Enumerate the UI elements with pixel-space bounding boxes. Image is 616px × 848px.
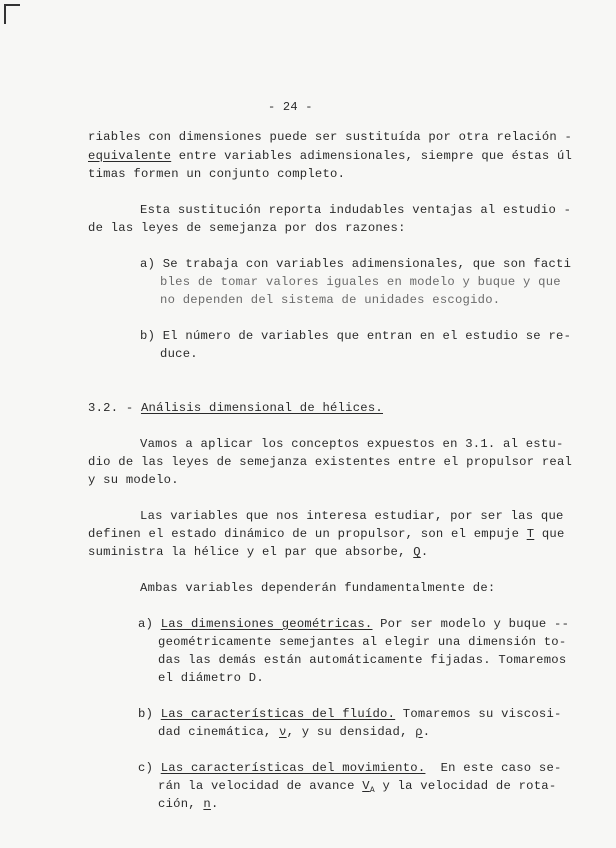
paragraph-line: Las variables que nos interesa estudiar, por ser las que: [140, 509, 564, 523]
paragraph-line: Ambas variables dependerán fundamentalmente de:: [140, 581, 496, 595]
list-item-line: dad cinemática, ν, y su densidad, ρ.: [158, 725, 431, 739]
paragraph-line: Vamos a aplicar los conceptos expuestos en 3.1. al estu-: [140, 437, 564, 451]
list-item-line: bles de tomar valores iguales en modelo y buque y que: [160, 275, 561, 289]
variable-symbol: Q: [413, 545, 421, 559]
list-item-title: Las dimensiones geométricas.: [160, 617, 373, 631]
list-item-title: Las características del fluído.: [160, 707, 396, 721]
variable-symbol: $V_A$: [362, 779, 375, 795]
list-item-line: c) Las características del movimiento. En este caso se-: [138, 761, 562, 775]
variable-symbol: n: [203, 797, 211, 811]
list-item-line: a) Las dimensiones geométricas. Por ser modelo y buque --: [138, 617, 570, 631]
underlined-term: equivalente: [88, 149, 172, 163]
list-item-title: Las características del movimiento.: [160, 761, 426, 775]
list-item-line: a) Se trabaja con variables adimensionales, que son facti: [140, 257, 572, 271]
page-corner-mark: [4, 4, 20, 24]
paragraph-line: riables con dimensiones puede ser sustituída por otra relación -: [88, 130, 573, 144]
section-title: Análisis dimensional de hélices.: [140, 401, 383, 415]
list-item-line: ción, n.: [158, 797, 219, 811]
paragraph-line: y su modelo.: [88, 473, 179, 487]
paragraph-line: Esta sustitución reporta indudables ventajas al estudio -: [140, 203, 572, 217]
paragraph-line: timas formen un conjunto completo.: [88, 167, 346, 181]
list-item-line: el diámetro D.: [158, 671, 264, 685]
paragraph-line: suministra la hélice y el par que absorbe, Q.: [88, 545, 429, 559]
paragraph-line: equivalente entre variables adimensionales, siempre que éstas úl: [88, 149, 573, 163]
list-item-line: rán la velocidad de avance $V_A$ y la velocidad de rota-: [158, 779, 557, 795]
paragraph-line: definen el estado dinámico de un propulsor, son el empuje T que: [88, 527, 565, 541]
paragraph-line: de las leyes de semejanza por dos razones:: [88, 221, 406, 235]
list-item-line: duce.: [160, 347, 198, 361]
list-item-line: b) El número de variables que entran en el estudio se re-: [140, 329, 572, 343]
variable-symbol: ν: [279, 725, 287, 739]
list-item-line: das las demás están automáticamente fijadas. Tomaremos: [158, 653, 567, 667]
paragraph-line: dio de las leyes de semejanza existentes entre el propulsor real: [88, 455, 573, 469]
list-item-line: no dependen del sistema de unidades escogido.: [160, 293, 501, 307]
variable-symbol: ρ: [415, 725, 423, 739]
variable-symbol: T: [526, 527, 535, 541]
list-item-line: geométricamente semejantes al elegir una dimensión to-: [158, 635, 567, 649]
page-number: - 24 -: [268, 100, 313, 114]
list-item-line: b) Las características del fluído. Tomaremos su viscosi-: [138, 707, 562, 721]
section-heading: 3.2. - Análisis dimensional de hélices.: [88, 401, 383, 415]
